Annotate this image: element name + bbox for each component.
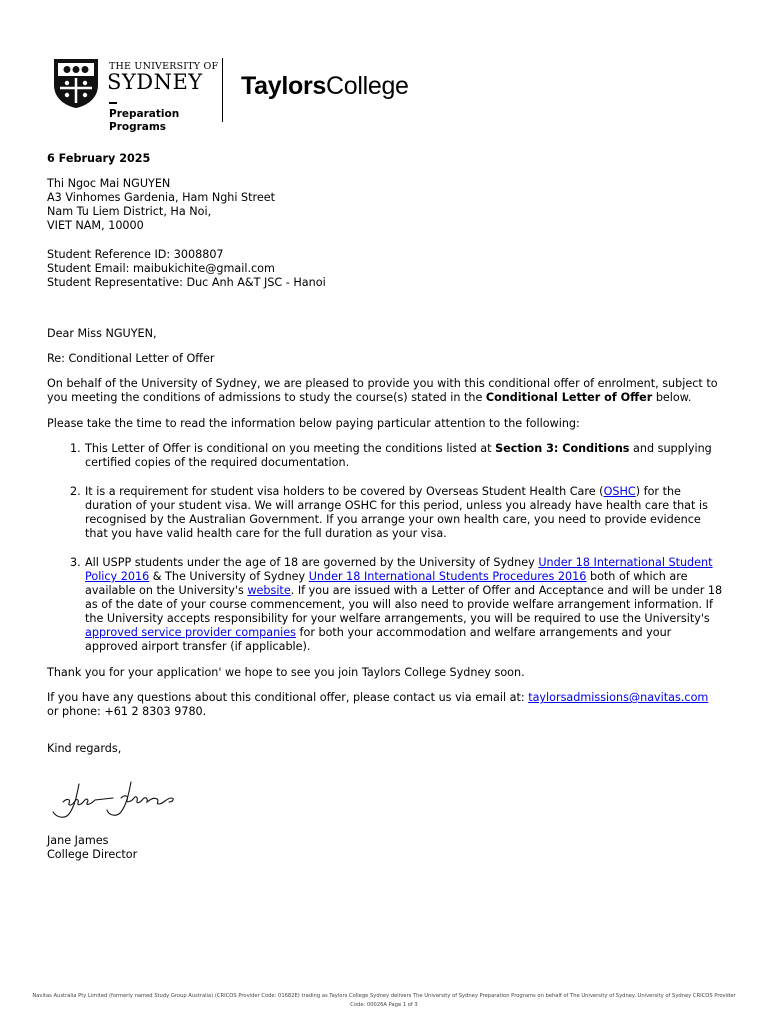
logo-divider (222, 58, 223, 122)
item3-text-a: All USPP students under the age of 18 are governed by the University of Sydney (85, 556, 539, 569)
item2-text-b: ) for the duration of your student visa. We will arrange OSHC for this period, unless you already have health care that is recognised by the Australian Government. If you arrange your own health care, you need to provide evidence that you have valid health care for the full duration as your visa. (85, 485, 708, 540)
contact-paragraph (47, 691, 723, 719)
list-item-text (85, 442, 725, 470)
university-crest-icon (52, 57, 100, 109)
student-info (47, 248, 723, 290)
contact-text-a: If you have any questions about this conditional offer, please contact us via email at: (47, 691, 529, 704)
oshc-link[interactable]: OSHC (603, 485, 636, 498)
item1-bold-text: Section 3: Conditions (495, 442, 630, 455)
website-link[interactable]: website (247, 584, 291, 597)
contact-text-b: or phone: +61 2 8303 9780. (47, 705, 207, 718)
list-item-text (85, 485, 725, 541)
item3-text-e: for both your accommodation and welfare arrangements and your approved airport transfer (if applicable). (85, 626, 672, 653)
usyd-preparation-text: Preparation (109, 108, 180, 120)
intro-paragraph (47, 377, 723, 405)
student-email: Student Email: maibukichite@gmail.com (47, 262, 275, 275)
recipient-address (47, 177, 723, 233)
approved-providers-link[interactable]: approved service provider companies (85, 626, 296, 639)
recipient-country: VIET NAM, 10000 (47, 219, 144, 232)
recipient-name: Thi Ngoc Mai NGUYEN (47, 177, 171, 190)
closing-regards: Kind regards, (47, 742, 122, 755)
item1-text-b: and supplying certified copies of the required documentation. (85, 442, 712, 469)
re-line: Re: Conditional Letter of Offer (47, 352, 215, 365)
letterhead (50, 56, 410, 136)
usyd-sydney-text: SYDNEY (107, 70, 203, 94)
usyd-programs-text: Programs (109, 121, 167, 133)
page-footer (0, 992, 768, 1010)
footer-legal-text: Navitas Australia Pty Limited (formerly named Study Group Australia) (CRICOS Provider Code: 01682E) trading as Taylors College Sydney delivers The University of Sydney Preparation Programs on behalf of The University of Sydney. University of Sydney CRICOS Provider (32, 993, 736, 999)
intro-bold-text: Conditional Letter of Offer (485, 391, 653, 404)
item3-text-d: . If you are issued with a Letter of Offer and Acceptance and will be under 18 as of the date of your course commencement, you will also need to provide welfare arrangement information. If the University accepts responsibility for your welfare arrangements, you will be required to use the University's (85, 584, 723, 625)
please-paragraph: Please take the time to read the information below paying particular attention to the following: (47, 417, 580, 430)
signer-name: Jane James (47, 834, 109, 847)
list-number: 1. (70, 442, 81, 455)
under18-policy-link[interactable]: Under 18 International Student Policy 2016 (85, 556, 713, 583)
letter-date: 6 February 2025 (47, 152, 151, 165)
under18-procedures-link[interactable]: Under 18 International Students Procedures 2016 (308, 570, 587, 583)
college-text: College (325, 72, 409, 100)
student-reference-id: Student Reference ID: 3008807 (47, 248, 224, 261)
item3-text-b: & The University of Sydney (149, 570, 309, 583)
taylors-college-logo (241, 71, 409, 101)
recipient-district: Nam Tu Liem District, Ha Noi, (47, 205, 212, 218)
footer-page-code: Code: 00026A Page 1 of 3 (350, 1002, 418, 1008)
admissions-email-link[interactable]: taylorsadmissions@navitas.com (528, 691, 709, 704)
signer-title: College Director (47, 848, 138, 861)
item2-text-a: It is a requirement for student visa holders to be covered by Overseas Student Health Care ( (85, 485, 604, 498)
item3-text-c: both of which are available on the University's (85, 570, 688, 597)
thanks-paragraph: Thank you for your application' we hope to see you join Taylors College Sydney soon. (47, 666, 525, 679)
signer-block (47, 834, 723, 862)
list-item-text (85, 556, 725, 654)
salutation: Dear Miss NGUYEN, (47, 327, 157, 340)
list-number: 2. (70, 485, 81, 498)
intro-text-b: below. (652, 391, 692, 404)
intro-text-a: On behalf of the University of Sydney, we are pleased to provide you with this conditional offer of enrolment, subject to you meeting the conditions of admissions to study the course(s) stated in the (47, 377, 718, 404)
taylors-bold-text: Taylors (241, 72, 326, 100)
usyd-the-text: THE UNIVERSITY OF (109, 61, 219, 72)
list-number: 3. (70, 556, 81, 569)
signature-image (47, 776, 183, 824)
usyd-dash (109, 102, 117, 104)
student-representative: Student Representative: Duc Anh A&T JSC - Hanoi (47, 276, 326, 289)
recipient-street: A3 Vinhomes Gardenia, Ham Nghi Street (47, 191, 276, 204)
item1-text-a: This Letter of Offer is conditional on you meeting the conditions listed at (85, 442, 496, 455)
